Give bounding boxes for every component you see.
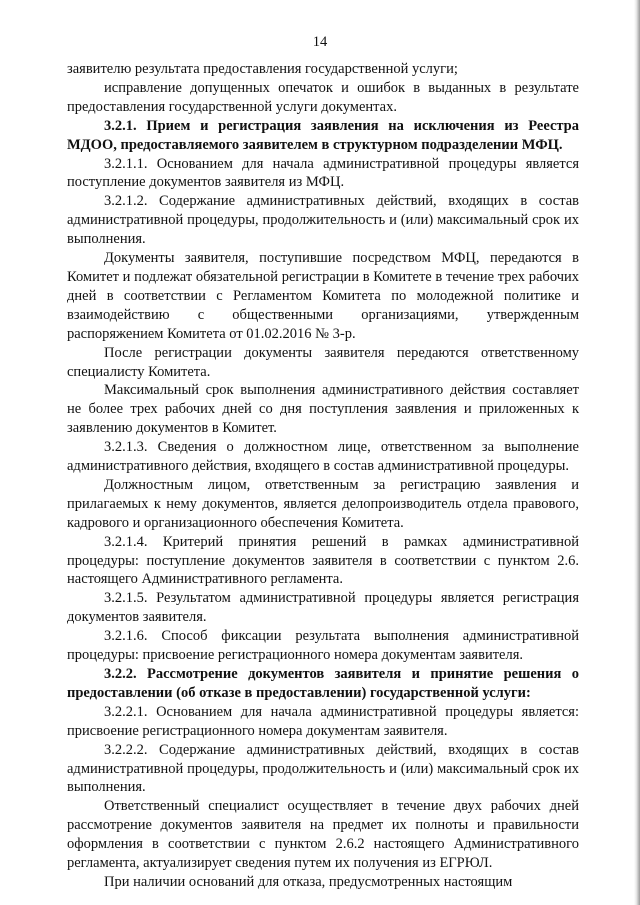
body-paragraph: 3.2.1.1. Основанием для начала административной процедуры является поступление документов заявителя из МФЦ. (67, 155, 579, 191)
section-heading: 3.2.2. Рассмотрение документов заявителя и принятие решения о предоставлении (об отказе в предоставлении) государственной услуги: (67, 666, 579, 701)
body-paragraph: 3.2.1.6. Способ фиксации результата выполнения административной процедуры: присвоение регистрационного номера документам заявителя. (67, 628, 579, 664)
body-paragraph: Документы заявителя, поступившие посредством МФЦ, передаются в Комитет и подлежат обязательной регистрации в Комитете в течение трех рабочих дней в соответствии с Регламентом Комитета по молодежной политике и взаимодействию с общественными организациями, утвержденным распоряжением Комитета от 01.02.2016 № 3-р. (67, 250, 579, 342)
body-paragraph: 3.2.1.2. Содержание административных действий, входящих в состав административной процедуры, продолжительность и (или) максимальный срок их выполнения. (67, 193, 579, 248)
section-heading: 3.2.1. Прием и регистрация заявления на исключения из Реестра МДОО, предоставляемого заявителем в структурном подразделении МФЦ. (67, 117, 579, 153)
body-paragraph: 3.2.1.3. Сведения о должностном лице, ответственном за выполнение административного действия, входящего в состав административной процедуры. (67, 439, 579, 475)
body-paragraph: Максимальный срок выполнения административного действия составляет не более трех рабочих дней со дня поступления заявления и приложенных к заявлению документов в Комитет. (67, 382, 579, 437)
body-paragraph: 3.2.2.1. Основанием для начала административной процедуры является: присвоение регистрационного номера документам заявителя. (67, 703, 579, 739)
body-paragraph: заявителю результата предоставления государственной услуги; (67, 61, 458, 77)
body-paragraph: 3.2.1.4. Критерий принятия решений в рамках административной процедуры: поступление документов заявителя в соответствии с пунктом 2.6. настоящего Административного регламента. (67, 533, 579, 588)
body-paragraph: 3.2.2.2. Содержание административных действий, входящих в состав административной процедуры, продолжительность и (или) максимальный срок их выполнения. (67, 741, 579, 796)
document-body (67, 60, 579, 892)
body-paragraph: Ответственный специалист осуществляет в течение двух рабочих дней рассмотрение документов заявителя на предмет их полноты и правильности оформления в соответствии с пунктом 2.6.2 настоящего Административного регламента, актуализирует сведения путем их получения из ЕГРЮЛ. (67, 798, 579, 872)
page-number: 14 (312, 34, 328, 50)
scan-edge (634, 0, 640, 905)
body-paragraph: При наличии оснований для отказа, предусмотренных настоящим (104, 873, 513, 890)
body-paragraph: Должностным лицом, ответственным за регистрацию заявления и прилагаемых к нему документов, является делопроизводитель отдела правового, кадрового и организационного обеспечения Комитета. (67, 476, 579, 531)
body-paragraph: После регистрации документы заявителя передаются ответственному специалисту Комитета. (67, 344, 579, 380)
body-paragraph: исправление допущенных опечаток и ошибок в выданных в результате предоставления государственной услуги документах. (67, 79, 579, 115)
body-paragraph: 3.2.1.5. Результатом административной процедуры является регистрация документов заявителя. (67, 590, 579, 626)
